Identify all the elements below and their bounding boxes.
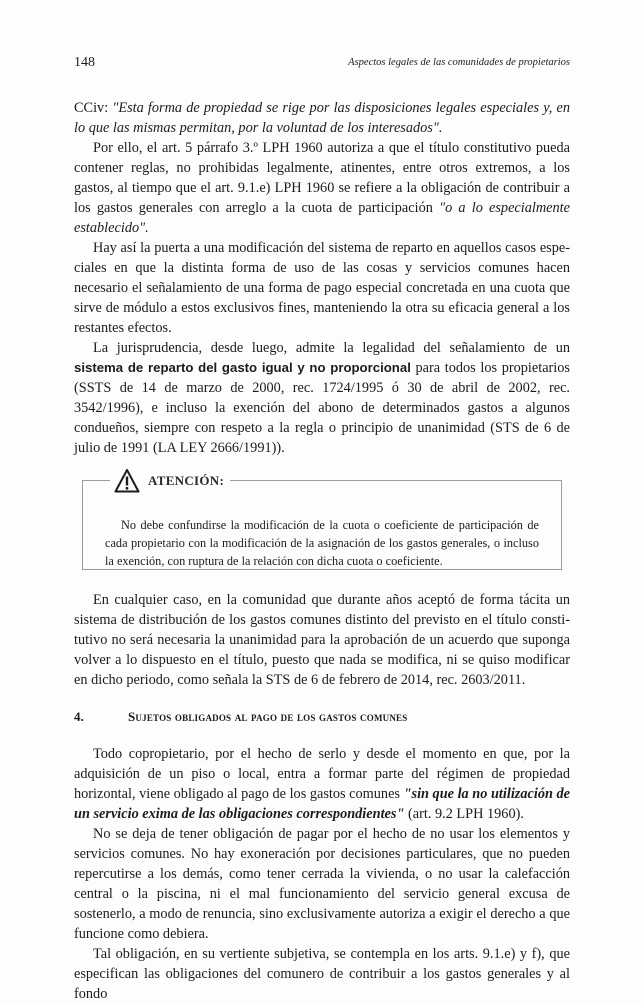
paragraph-ccv: CCiv: "Esta forma de propiedad se rige por las disposiciones legales especiales y, en lo que las mismas permitan, por la voluntad de los interesados". <box>74 100 570 136</box>
paragraph-vertiente-subjetiva: Tal obligación, en su vertiente subjetiva, se contempla en los arts. 9.1.e) y f), que especifican las obligaciones del comunero de contribuir a los gastos generales y al fondo <box>74 946 570 1002</box>
attention-title: ATENCIÓN: <box>148 473 225 488</box>
paragraph-obligacion-pagar: No se deja de tener obligación de pagar por el hecho de no usar los elementos y servicios comunes. No hay exoneración por decisiones particulares, que no pueden repercutirse a los demás, como tener cerrada la vivienda, o no usar la calefacción central o la piscina, ni el mal funcionamiento del servicio general excusa de sostenerlo, a modo de renuncia, sino exclusivamente autoriza a exigir el derecho a que funcione como debiera. <box>74 826 570 942</box>
page-number: 148 <box>74 55 95 70</box>
paragraph-jurisprudencia: La jurisprudencia, desde luego, admite la legalidad del señalamiento de un sistema de reparto del gasto igual y no proporcional para todos los propietarios (SSTS de 14 de marzo de 2000, rec. 1724/1995 ó 30 de abril de 2002, rec. 3542/1996), e incluso la exención del abono de determinados gastos a algunos condueños, siempre con respeto a la regla o principio de unanimidad (STS de 6 de julio de 1991 (LA LEY 2666/1991)). <box>74 340 570 456</box>
running-title: Aspectos legales de las comunidades de propietarios <box>348 57 570 68</box>
section-title: Sujetos obligados al pago de los gastos comunes <box>128 709 408 724</box>
paragraph-cualquier-caso: En cualquier caso, en la comunidad que durante años aceptó de forma tácita un sistema de distribución de los gastos comunes distinto del previsto en el título constitutivo no será necesaria la unanimidad para la aprobación de un acuerdo que suponga volver a lo dispuesto en el título, puesto que nada se modifica, ni se quiso modificar en dicho periodo, como señala la STS de 6 de febrero de 2014, rec. 2603/2011. <box>74 592 570 688</box>
highlight-sistema-reparto: sistema de reparto del gasto igual y no proporcional <box>74 360 411 375</box>
paragraph-copropietario: Todo copropietario, por el hecho de serlo y desde el momento en que, por la adquisición de un piso o local, entra a formar parte del régimen de propiedad horizontal, viene obligado al pago de los gastos comunes "sin que la no utilización de un servicio exima de las obligaciones correspondientes" (art. 9.2 LPH 1960). <box>74 746 570 822</box>
paragraph-lph-art5: Por ello, el art. 5 párrafo 3.º LPH 1960 autoriza a que el título constitutivo pueda contener reglas, no prohibidas legalmente, atinentes, entre otros extremos, a los gastos, al tiempo que el art. 9.1.e) LPH 1960 se refiere a la obligación de contribuir a los gastos generales con arreglo a la cuota de participación "o a lo especialmente establecido". <box>74 140 570 236</box>
warning-triangle-icon <box>114 468 140 494</box>
page-body <box>74 98 570 1004</box>
section-number: 4. <box>74 709 84 724</box>
paragraph-modificacion: Hay así la puerta a una modificación del sistema de reparto en aquellos casos especiales en que la distinta forma de uso de las cosas y servicios comunes hacen necesario el señalamiento de una forma de pago especial concretada en una cuota que sirve de módulo a estos exclusivos fines, manteniendo la otra su eficacia general a los restantes efectos. <box>74 240 570 336</box>
attention-callout <box>74 468 570 570</box>
section-heading <box>74 707 570 727</box>
page-header <box>74 55 570 71</box>
attention-text: No debe confundirse la modificación de la cuota o coeficiente de participación de cada propietario con la modificación de la asignación de los gastos generales, o incluso la exención, con ruptura de la relación con dicha cuota o coeficiente. <box>105 518 539 568</box>
